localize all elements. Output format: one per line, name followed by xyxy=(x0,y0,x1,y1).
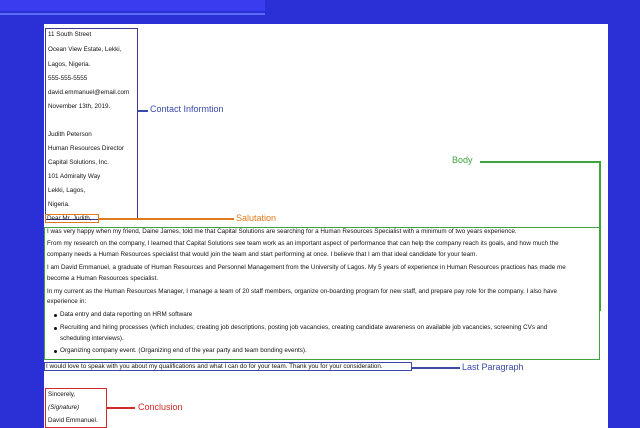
last-paragraph-text: I would love to speak with you about my qualifications and what I can do for your team. Thank you for your consideration. xyxy=(46,363,383,370)
top-bar-divider xyxy=(0,13,265,15)
bullet-icon xyxy=(54,327,57,330)
body-paragraph-3a: I am David Emmanuel, a graduate of Human Resources and Personnel Management from the University of Lagos. My 5 years of experience in Human Resources practices has made me xyxy=(47,264,566,271)
body-connector-h xyxy=(480,161,600,163)
recipient-line: 101 Admiralty Way xyxy=(48,173,101,180)
salutation-label: Salutation xyxy=(236,213,277,223)
bullet-item-continued: scheduling interviews). xyxy=(60,335,124,342)
recipient-line: Capital Solutions, Inc. xyxy=(48,159,109,166)
contact-date: November 13th, 2019. xyxy=(48,103,111,110)
last-paragraph-connector xyxy=(412,367,460,369)
bullet-icon xyxy=(54,350,57,353)
body-paragraph-4b: experience in: xyxy=(47,298,87,305)
top-bar xyxy=(0,0,265,11)
last-paragraph-label: Last Paragraph xyxy=(462,362,524,372)
salutation-text: Dear Mr. Judith, xyxy=(47,215,92,222)
conclusion-connector xyxy=(107,407,135,409)
bullet-item: Organizing company event. (Organizing end of the year party and team bonding events). xyxy=(60,347,307,354)
closing-line: Sincerely, xyxy=(48,391,76,398)
contact-connector xyxy=(138,110,148,112)
contact-line: Ocean View Estate, Lekki, xyxy=(48,46,122,53)
bullet-item: Recruiting and hiring processes (which includes; creating job descriptions, posting job vacancies, creating candidate awareness on available job vacancies, screening CVs and xyxy=(60,324,548,331)
body-paragraph-2b: company needs a Human Resources specialist that would join the team and start performing at once. I believe that I am that ideal candidate for your team. xyxy=(47,251,478,258)
recipient-line: Judith Peterson xyxy=(48,131,92,138)
sender-name: David Emmanuel. xyxy=(48,417,98,424)
signature-placeholder: (Signature) xyxy=(48,404,80,411)
recipient-line: Human Resources Director xyxy=(48,145,124,152)
contact-line: Lagos, Nigeria. xyxy=(48,61,91,68)
contact-line: 11 South Street xyxy=(48,31,92,38)
body-paragraph-1: I was very happy when my friend, Daine James, told me that Capital Solutions are searching for a Human Resources Specialist with a minimum of two years experience. xyxy=(47,228,517,235)
body-paragraph-3b: become a Human Resources specialist. xyxy=(47,275,158,282)
body-paragraph-4a: In my current as the Human Resources Manager, I manage a team of 20 staff members, organize on-boarding program for new staff, and prepare pay role for the company. I also have xyxy=(47,288,557,295)
body-label: Body xyxy=(452,155,473,165)
bullet-icon xyxy=(54,314,57,317)
letter-page xyxy=(44,24,608,428)
salutation-connector xyxy=(99,218,234,220)
contact-email: david.emmanuel@email.com xyxy=(48,89,130,96)
contact-line: 555-555-5555 xyxy=(48,75,88,82)
contact-label: Contact Informtion xyxy=(150,104,224,114)
body-paragraph-2a: From my research on the company, I learned that Capital Solutions see team work as an important aspect of performance that can help the company reach its goals, and how much the xyxy=(47,240,559,247)
bullet-item: Data entry and data reporting on HRM software xyxy=(60,311,193,318)
recipient-line: Nigeria. xyxy=(48,201,70,208)
conclusion-label: Conclusion xyxy=(138,402,183,412)
recipient-line: Lekki, Lagos, xyxy=(48,187,86,194)
